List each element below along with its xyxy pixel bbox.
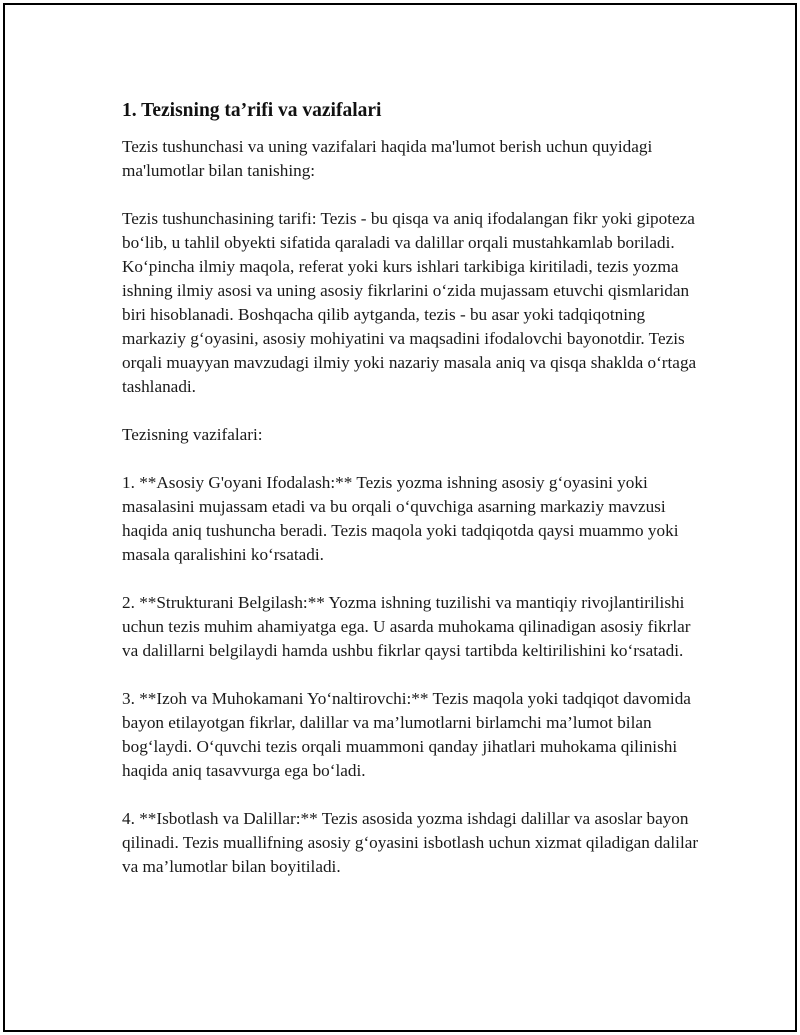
function-item-1: 1. **Asosiy G'oyani Ifodalash:** Tezis yozma ishning asosiy g‘oyasini yoki masalasini mujassam etadi va bu orqali o‘quvchiga asarning markaziy mavzusi haqida aniq tushuncha beradi. Tezis maqola yoki tadqiqotda qaysi muammo yoki masala qaralishini ko‘rsatadi. (122, 473, 679, 564)
page-frame (3, 3, 797, 1032)
document-body (122, 97, 702, 903)
functions-title: Tezisning vazifalari: (122, 425, 263, 444)
definition-paragraph: Tezis tushunchasining tarifi: Tezis - bu qisqa va aniq ifodalangan fikr yoki gipoteza bo‘lib, u tahlil obyekti sifatida qaraladi va dalillar orqali mustahkamlab boriladi. Ko‘pincha ilmiy maqola, referat yoki kurs ishlari tarkibiga kiritiladi, tezis yozma ishning ilmiy asosi va uning asosiy fikrlarini o‘zida mujassam etuvchi qismlaridan biri hisoblanadi. Boshqacha qilib aytganda, tezis - bu asar yoki tadqiqotning markaziy g‘oyasini, asosiy mohiyatini va maqsadini ifodalovchi bayonotdir. Tezis orqali muayyan mavzudagi ilmiy yoki nazariy masala aniq va qisqa shaklda o‘rtaga tashlanadi. (122, 209, 697, 396)
section-heading: 1. Tezisning ta’rifi va vazifalari (122, 100, 382, 121)
intro-paragraph: Tezis tushunchasi va uning vazifalari haqida ma'lumot berish uchun quyidagi ma'lumotlar bilan tanishing: (122, 137, 653, 180)
function-item-2: 2. **Strukturani Belgilash:** Yozma ishning tuzilishi va mantiqiy rivojlantirilishi uchun tezis muhim ahamiyatga ega. U asarda muhokama qilinadigan asosiy fikrlar va dalillarni belgilaydi hamda ushbu fikrlar qaysi tartibda keltirilishini ko‘rsatadi. (122, 593, 691, 660)
function-item-4: 4. **Isbotlash va Dalillar:** Tezis asosida yozma ishdagi dalillar va asoslar bayon qilinadi. Tezis muallifning asosiy g‘oyasini isbotlash uchun xizmat qiladigan dalilar va ma’lumotlar bilan boyitiladi. (122, 809, 699, 876)
function-item-3: 3. **Izoh va Muhokamani Yo‘naltirovchi:** Tezis maqola yoki tadqiqot davomida bayon etilayotgan fikrlar, dalillar va ma’lumotlarni birlamchi ma’lumot bilan bog‘laydi. O‘quvchi tezis orqali muammoni qanday jihatlari muhokama qilinishi haqida aniq tasavvurga ega bo‘ladi. (122, 689, 691, 780)
